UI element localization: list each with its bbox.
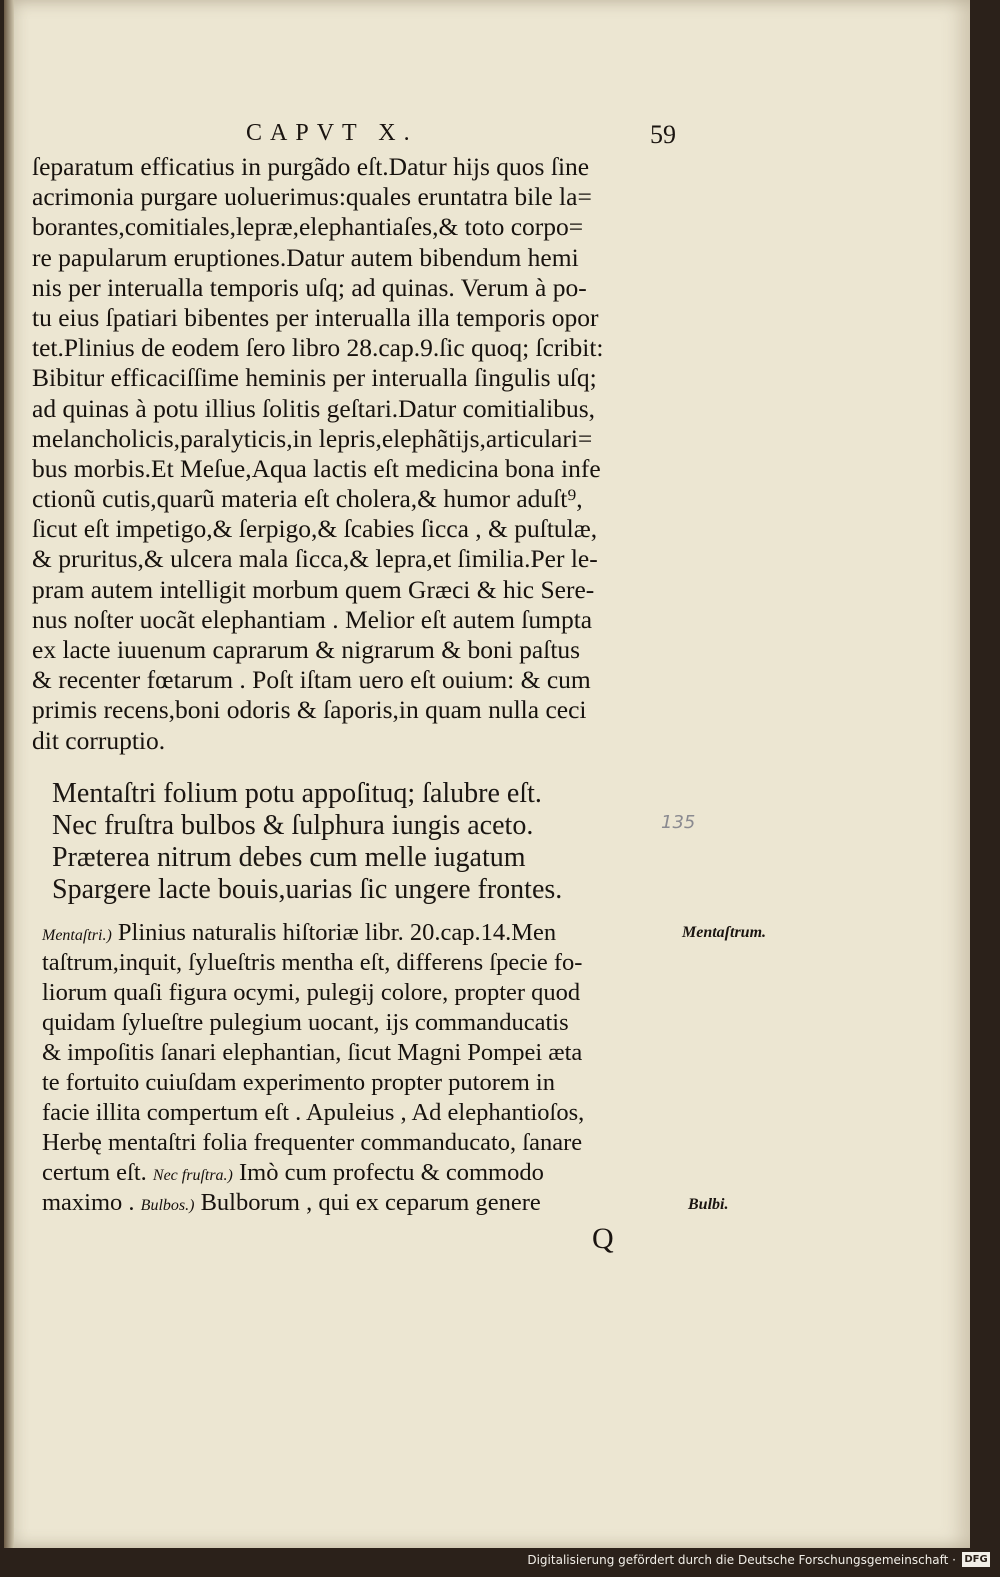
text-line: & recenter fœtarum . Poſt iſtam uero eſt ouium: & cum: [32, 665, 591, 695]
margin-note-mentastrum: Mentaſtrum.: [682, 924, 767, 941]
text-line: nis per interualla temporis uſq; ad quinas. Verum à po-: [32, 272, 587, 302]
commentary-text: maximo .: [42, 1189, 135, 1216]
text-line: Bibitur efficaciſſime heminis per interualla ſingulis uſq;: [32, 363, 597, 393]
funding-credit: Digitalisierung gefördert durch die Deutsche Forschungsgemeinschaft ·: [527, 1553, 956, 1567]
verse-line: Nec fruſtra bulbos & ſulphura iungis aceto.: [52, 810, 534, 841]
commentary-line: quidam ſylueſtre pulegium uocant, ijs commanducatis: [42, 1009, 569, 1036]
text-line: acrimonia purgare uoluerimus:quales eruntatra bile la=: [32, 182, 592, 212]
commentary-text: Bulborum , qui ex ceparum genere: [200, 1189, 541, 1216]
commentary-text: Imò cum profectu & commodo: [239, 1159, 544, 1186]
main-text-block: [32, 152, 682, 756]
text-line: melancholicis,paralyticis,in lepris,elephãtijs,articulari=: [32, 423, 593, 453]
commentary-block: [42, 918, 682, 1218]
text-line: ſicut eſt impetigo,& ſerpigo,& ſcabies ſicca , & puſtulæ,: [32, 514, 598, 544]
dfg-logo-icon: DFG: [962, 1552, 990, 1567]
commentary-line: [42, 1188, 682, 1218]
page-number: 59: [650, 120, 676, 149]
commentary-line: taſtrum,inquit, ſylueſtris mentha eſt, differens ſpecie fo-: [42, 949, 583, 976]
margin-note-bulbi: Bulbi.: [688, 1196, 729, 1213]
lemma-nec-frustra: Nec fruſtra.): [152, 1167, 233, 1184]
text-line: ctionũ cutis,quarũ materia eſt cholera,& humor aduſt⁹,: [32, 484, 583, 514]
text-line: pram autem intelligit morbum quem Græci & hic Sere-: [32, 574, 595, 604]
commentary-line: [42, 918, 682, 948]
catchword: Q: [592, 1222, 614, 1255]
text-line: tu eius ſpatiari bibentes per interualla illa temporis opor: [32, 302, 599, 332]
verse-line: Mentaſtri folium potu appoſituq; ſalubre eſt.: [52, 778, 542, 809]
chapter-title: CAPVT X.: [246, 120, 418, 146]
text-line: nus noſter uocãt elephantiam . Melior eſt autem ſumpta: [32, 604, 593, 634]
commentary-line: & impoſitis ſanari elephantian, ſicut Magni Pompei æta: [42, 1039, 583, 1066]
text-line: re papularum eruptiones.Datur autem bibendum hemi: [32, 242, 579, 272]
verse-line: Præterea nitrum debes cum melle iugatum: [52, 842, 526, 873]
verse-block: [52, 778, 672, 906]
text-line: tet.Plinius de eodem ſero libro 28.cap.9.ſic quoq; ſcribit:: [32, 333, 604, 363]
text-line: ſeparatum efficatius in purgãdo eſt.Datur hijs quos ſine: [32, 152, 590, 181]
text-line: borantes,comitiales,lepræ,elephantiaſes,& toto corpo=: [32, 212, 584, 242]
footer-bar: [0, 1548, 1000, 1577]
text-line: & pruritus,& ulcera mala ſicca,& lepra,et ſimilia.Per le-: [32, 544, 598, 574]
lemma-bulbos: Bulbos.): [140, 1197, 195, 1214]
text-line: bus morbis.Et Meſue,Aqua lactis eſt medicina bona infe: [32, 453, 601, 483]
commentary-line: [42, 1158, 682, 1188]
commentary-text: Plinius naturalis hiſtoriæ libr. 20.cap.14.Men: [117, 919, 557, 946]
commentary-line: liorum quaſi figura ocymi, pulegij colore, propter quod: [42, 979, 581, 1006]
running-header: [246, 120, 676, 156]
pencil-annotation: 135: [661, 812, 696, 833]
commentary-line: Herbę mentaſtri folia frequenter commanducato, ſanare: [42, 1129, 583, 1156]
text-line: ex lacte iuuenum caprarum & nigrarum & boni paſtus: [32, 635, 581, 664]
commentary-text: certum eſt.: [42, 1159, 147, 1186]
lemma-mentastri: Mentaſtri.): [42, 927, 112, 944]
text-line: primis recens,boni odoris & ſaporis,in quam nulla ceci: [32, 695, 587, 725]
commentary-line: facie illita compertum eſt . Apuleius , Ad elephantioſos,: [42, 1099, 585, 1126]
commentary-line: te fortuito cuiuſdam experimento propter putorem in: [42, 1069, 555, 1096]
page-gutter: [4, 0, 14, 1548]
text-line: dit corruptio.: [32, 725, 166, 755]
verse-line: Spargere lacte bouis,uarias ſic ungere frontes.: [52, 874, 563, 905]
text-line: ad quinas à potu illius ſolitis geſtari.Datur comitialibus,: [32, 393, 596, 423]
book-page: [4, 0, 970, 1548]
